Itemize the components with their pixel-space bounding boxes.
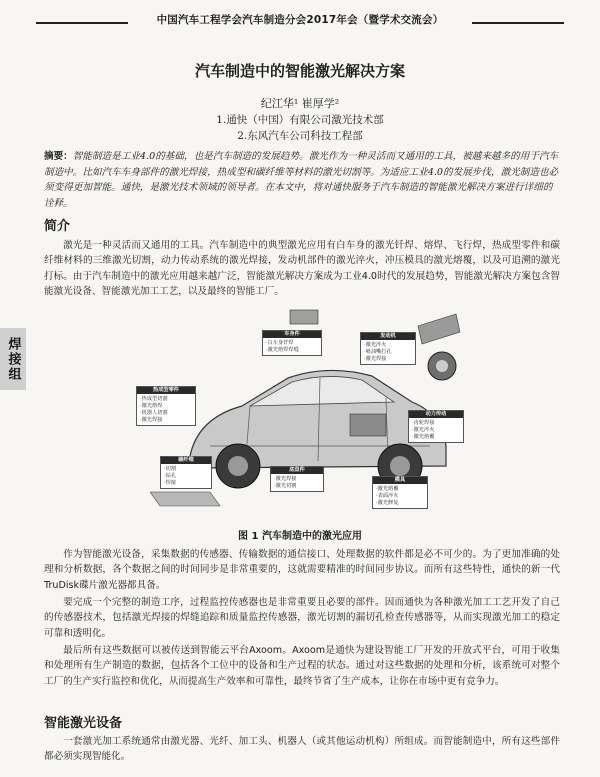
callout-powertrain: 动力传动 ·齿轮焊接 ·激光淬火 ·激光熔覆 [408, 410, 464, 443]
callout-hot-forming: 热成型零件 ·热成型切割 ·激光熔焊 ·机器人切割 ·激光焊接 [136, 386, 196, 426]
section-side-tab: 焊接组 [0, 328, 26, 390]
body-paragraph-2: 作为智能激光设备，采集数据的传感器、传输数据的通信接口、处理数据的软件都是必不可少的。为了更加准确的处理和分析数据，各个数据之间的时间同步是非常重要的，这就需要精准的时间同步协议。而所有这些特性，通快的新一代TruDisk碟片激光器都具备。 [44, 549, 560, 591]
authors: 纪江华¹ 崔厚学² [260, 97, 340, 110]
callout-mold: 模具 ·激光熔覆 ·表面淬火 ·激光修复 [372, 476, 428, 509]
smart-paragraph: 一套激光加工系统通常由激光器、光纤、加工头、机器人（或其他运动机构）所组成。而智能制造中，所有这些部件都必须实现智能化。 [44, 736, 560, 763]
figure-laser-applications [140, 306, 462, 520]
affiliation-1: 1.通快（中国）有限公司激光技术部 [216, 114, 384, 126]
section-title-intro: 简介 [44, 219, 71, 234]
abstract-text: 智能制造是工业4.0的基础，也是汽车制造的发展趋势。激光作为一种灵活而又通用的工具，被越来越多的用于汽车制造中。比如汽车车身部件的激光焊接，热成型和碳纤维等材料的激光切割等。为适应工业4.0的发展步伐，激光制造也必须变得更加智能。通快，是激光技术领域的领导者。在本文中，将对通快服务于汽车制造的智能激光解决方案进行详细的诠释。 [44, 151, 559, 209]
section-title-smart-equipment: 智能激光设备 [44, 716, 123, 731]
header-rule-right [472, 22, 564, 24]
body-paragraph-3: 要完成一个完整的制造工序，过程监控传感器也是非常重要且必要的部件。因而通快为各种激光加工工艺开发了自己的传感器技术，包括激光焊接的焊缝追踪和质量监控传感器，激光切割的漏切孔检查传感器等，从而实现激光加工的稳定可靠和透明化。 [44, 597, 560, 639]
callout-carbon-fiber: 碳纤维 ·切割 ·钻孔 ·焊接 [160, 456, 212, 489]
running-head: 中国汽车工程学会汽车制造分会2017年会（暨学术交流会） [156, 14, 444, 26]
body-paragraph-4: 最后所有这些数据可以被传送到智能云平台Axoom。Axoom是通快为建设智能工厂开发的开放式平台，可用于收集和处理所有生产制造的数据，包括各个工位中的设备和生产过程的状态。通过对这些数据的处理和分析，该系统可对整个工厂的生产实行监控和优化，从而提高生产效率和可靠性，最终节省了生产成本，让你在市场中更有竞争力。 [44, 645, 560, 687]
abstract-label: 摘要： [44, 151, 73, 162]
callout-engine: 发动机 ·激光淬火 ·喷油嘴打孔 ·激光焊接 [360, 332, 416, 365]
affiliation-2: 2.东风汽车公司科技工程部 [237, 130, 363, 142]
figure-caption: 图 1 汽车制造中的激光应用 [238, 531, 362, 542]
abstract [44, 149, 562, 211]
callout-chassis: 底盘件 ·激光焊接 ·激光切割 [270, 466, 324, 492]
intro-paragraph: 激光是一种灵活而又通用的工具。汽车制造中的典型激光应用有白车身的激光钎焊、熔焊、飞行焊，热成型零件和碳纤维材料的三维激光切割，动力传动系统的激光焊接，发动机部件的激光淬火，冲压模具的激光熔覆，以及可追溯的激光打标。由于汽车制造中的激光应用越来越广泛，智能激光解决方案成为工业4.0时代的发展趋势，智能激光解决方案包含智能激光设备、智能激光加工工艺，以及最终的智能工厂。 [44, 240, 560, 298]
callout-body: 车身件 ·白车身钎焊 ·激光熔焊焊缝 [262, 330, 322, 356]
paper-title: 汽车制造中的智能激光解决方案 [194, 62, 405, 80]
